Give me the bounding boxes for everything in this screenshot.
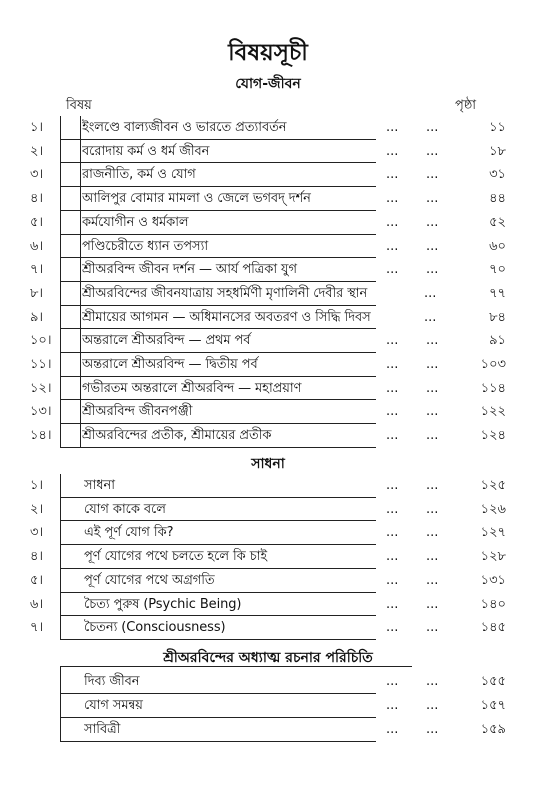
leader-dot: ...: [386, 214, 399, 230]
leader-dot: ...: [386, 549, 399, 565]
row-separator-rule: [60, 423, 376, 424]
toc-row[interactable]: [30, 142, 506, 162]
leader-dot: ...: [426, 722, 439, 737]
toc-row[interactable]: [30, 500, 506, 520]
leader-dot: ...: [426, 214, 439, 230]
column-header-subject: বিষয়: [66, 98, 92, 113]
toc-page-number: ১২৫: [480, 478, 506, 493]
row-separator-rule: [60, 162, 376, 163]
toc-page-number: ৬০: [489, 238, 506, 254]
toc-row[interactable]: [30, 284, 506, 304]
leader-dot: ...: [426, 143, 439, 159]
toc-page-number: ৯১: [489, 333, 506, 349]
toc-row[interactable]: [30, 237, 506, 257]
row-separator-rule: [60, 568, 376, 569]
section-title: শ্রীঅরবিন্দের অধ্যাত্ম রচনার পরিচিতি: [163, 650, 373, 666]
row-separator-rule: [60, 305, 376, 306]
column-header-page: পৃষ্ঠা: [455, 98, 477, 113]
row-separator-rule: [60, 639, 376, 640]
toc-row[interactable]: [30, 165, 506, 185]
toc-page-number: ১১: [489, 120, 506, 135]
toc-page-number: ১৮: [489, 143, 506, 159]
toc-page-number: ৪৪: [489, 191, 506, 207]
toc-page-number: ১৫৫: [480, 674, 506, 689]
toc-page-number: ১২২: [480, 404, 506, 420]
leader-dot: ...: [386, 674, 399, 689]
toc-item-title: শ্রীমায়ের আগমন — অধিমানসের অবতরণ ও সিদ্ধি দিবস: [82, 309, 371, 325]
toc-item-number: ১১।: [30, 357, 52, 372]
leader-dot: ...: [426, 674, 439, 689]
toc-item-number: ৬।: [30, 596, 44, 612]
leader-dot: ...: [386, 238, 399, 254]
toc-item-title: কর্মযোগীন ও ধর্মকাল: [82, 214, 189, 230]
leader-dot: ...: [426, 428, 439, 444]
row-separator-rule: [60, 497, 376, 498]
toc-page-number: ৭০: [489, 262, 506, 278]
toc-item-number: ২।: [30, 501, 44, 517]
leader-dot: ...: [386, 262, 399, 278]
toc-row[interactable]: [30, 355, 506, 375]
leader-dot: ...: [386, 572, 399, 588]
leader-dot: ...: [426, 357, 439, 372]
toc-item-title: শ্রীঅরবিন্দের জীবনযাত্রায় সহধর্মিণী মৃণালিনী দেবীর স্থান: [82, 285, 368, 301]
leader-dot: ...: [426, 525, 439, 541]
toc-page-number: ৮৪: [489, 309, 506, 325]
toc-item-title: যোগ কাকে বলে: [84, 501, 166, 517]
toc-row[interactable]: [30, 696, 506, 716]
leader-dot: ...: [386, 722, 399, 737]
leader-dot: ...: [386, 120, 399, 135]
toc-page-number: ১৩১: [480, 572, 506, 588]
toc-item-title: সাবিত্রী: [84, 722, 121, 737]
toc-item-title: অন্তরালে শ্রীঅরবিন্দ — দ্বিতীয় পর্ব: [82, 357, 258, 372]
toc-page-number: ১১৪: [480, 380, 506, 396]
leader-dot: ...: [426, 191, 439, 207]
toc-row[interactable]: [30, 571, 506, 591]
toc-row[interactable]: [30, 476, 506, 496]
toc-item-title: শ্রীঅরবিন্দ জীবনপঞ্জী: [82, 404, 193, 420]
toc-item-title: রাজনীতি, কর্ম ও যোগ: [82, 167, 196, 183]
toc-item-title: পূর্ণ যোগের পথে চলতে হলে কি চাই: [84, 549, 268, 565]
toc-item-number: ৪।: [30, 191, 44, 207]
row-separator-rule: [60, 328, 376, 329]
toc-page-number: ১০৩: [480, 357, 506, 372]
toc-item-title: ইংলণ্ডে বাল্যজীবন ও ভারতে প্রত্যাবর্তন: [82, 120, 287, 135]
row-separator-rule: [60, 234, 376, 235]
toc-item-number: ১।: [30, 120, 44, 135]
leader-dot: ...: [386, 501, 399, 517]
leader-dot: ...: [386, 167, 399, 183]
row-separator-rule: [60, 186, 376, 187]
toc-page-number: ১৪০: [480, 596, 506, 612]
section-title: যোগ-জীবন: [235, 76, 301, 92]
leader-dot: ...: [426, 620, 439, 636]
row-separator-rule: [60, 544, 376, 545]
leader-dot: ...: [424, 285, 437, 301]
toc-row[interactable]: [30, 547, 506, 567]
row-separator-rule: [60, 281, 376, 282]
toc-page-number: ৩১: [489, 167, 506, 183]
leader-dot: ...: [426, 238, 439, 254]
leader-dot: ...: [386, 333, 399, 349]
toc-item-title: যোগ সমন্বয়: [84, 698, 143, 713]
leader-dot: ...: [426, 167, 439, 183]
toc-page-number: ১২৮: [480, 549, 506, 565]
leader-dot: ...: [386, 404, 399, 420]
leader-dot: ...: [426, 333, 439, 349]
toc-item-number: ৯।: [30, 309, 44, 325]
toc-item-number: ১৪।: [30, 428, 52, 444]
toc-item-number: ৩।: [30, 167, 44, 183]
row-separator-rule: [60, 376, 376, 377]
toc-item-title: আলিপুর বোমার মামলা ও জেলে ভগবদ্‌ দর্শন: [82, 191, 311, 207]
toc-item-title: দিব্য জীবন: [84, 674, 140, 689]
leader-dot: ...: [426, 698, 439, 713]
leader-dot: ...: [386, 380, 399, 396]
toc-item-number: ৫।: [30, 214, 44, 230]
toc-item-title: শ্রীঅরবিন্দের প্রতীক, শ্রীমায়ের প্রতীক: [82, 428, 272, 444]
leader-dot: ...: [426, 549, 439, 565]
toc-page-number: ১২৪: [480, 428, 506, 444]
toc-item-number: ৫।: [30, 572, 44, 588]
row-separator-rule: [60, 741, 376, 742]
toc-row[interactable]: [30, 260, 506, 280]
row-separator-rule: [60, 257, 376, 258]
leader-dot: ...: [426, 501, 439, 517]
leader-dot: ...: [386, 525, 399, 541]
leader-dot: ...: [426, 404, 439, 420]
row-separator-rule: [60, 717, 376, 718]
toc-row[interactable]: [30, 379, 506, 399]
row-separator-rule: [60, 693, 376, 694]
leader-dot: ...: [426, 478, 439, 493]
leader-dot: ...: [386, 596, 399, 612]
section-title: সাধনা: [251, 456, 285, 472]
toc-item-title: এই পূর্ণ যোগ কি?: [84, 525, 174, 541]
leader-dot: ...: [426, 572, 439, 588]
toc-page-number: ১২৬: [480, 501, 506, 517]
leader-dot: ...: [426, 262, 439, 278]
toc-item-title: পণ্ডিচেরীতে ধ্যান তপস্যা: [82, 238, 209, 254]
row-separator-rule: [60, 399, 376, 400]
toc-item-number: ৭।: [30, 620, 44, 636]
toc-item-title: সাধনা: [84, 478, 115, 493]
toc-row[interactable]: [30, 618, 506, 638]
toc-page-number: ১৫৭: [480, 698, 506, 713]
toc-row[interactable]: [30, 426, 506, 446]
toc-item-number: ৮।: [30, 285, 44, 301]
toc-row[interactable]: [30, 308, 506, 328]
toc-item-title: চৈত্য পুরুষ (Psychic Being): [84, 596, 242, 612]
leader-dot: ...: [386, 143, 399, 159]
toc-item-number: ১০।: [30, 333, 52, 349]
leader-dot: ...: [386, 698, 399, 713]
row-separator-rule: [60, 592, 376, 593]
toc-item-number: ১।: [30, 478, 44, 493]
page-title: বিষয়সূচী: [228, 40, 308, 66]
toc-row[interactable]: [30, 402, 506, 422]
leader-dot: ...: [426, 596, 439, 612]
toc-page-number: ৫২: [489, 214, 506, 230]
toc-page-number: ১৪৫: [480, 620, 506, 636]
toc-row[interactable]: [30, 189, 506, 209]
row-separator-rule: [60, 520, 376, 521]
toc-row[interactable]: [30, 720, 506, 740]
section-top-rule: [60, 666, 412, 667]
toc-item-title: অন্তরালে শ্রীঅরবিন্দ — প্রথম পর্ব: [82, 333, 251, 349]
toc-item-title: বরোদায় কর্ম ও ধর্ম জীবন: [82, 143, 210, 159]
toc-item-number: ২।: [30, 143, 44, 159]
toc-row[interactable]: [30, 213, 506, 233]
toc-item-number: ৭।: [30, 262, 44, 278]
toc-item-title: চৈতন্য (Consciousness): [84, 620, 226, 636]
toc-item-number: ১২।: [30, 380, 52, 396]
row-separator-rule: [60, 139, 376, 140]
leader-dot: ...: [424, 309, 437, 325]
toc-page-number: ৭৭: [489, 285, 506, 301]
toc-row[interactable]: [30, 331, 506, 351]
toc-page-number: ১৫৯: [480, 722, 506, 737]
toc-item-number: ৬।: [30, 238, 44, 254]
row-separator-rule: [60, 615, 376, 616]
row-separator-rule: [60, 210, 376, 211]
toc-row[interactable]: [30, 118, 506, 138]
toc-row[interactable]: [30, 672, 506, 692]
toc-page-number: ১২৭: [480, 525, 506, 541]
leader-dot: ...: [386, 620, 399, 636]
toc-row[interactable]: [30, 523, 506, 543]
toc-item-title: শ্রীঅরবিন্দ জীবন দর্শন — আর্য পত্রিকা যুগ: [82, 262, 297, 278]
toc-item-number: ৩।: [30, 525, 44, 541]
toc-item-title: পূর্ণ যোগের পথে অগ্রগতি: [84, 572, 215, 588]
leader-dot: ...: [386, 357, 399, 372]
row-separator-rule: [60, 352, 376, 353]
leader-dot: ...: [386, 428, 399, 444]
leader-dot: ...: [386, 478, 399, 493]
leader-dot: ...: [426, 120, 439, 135]
toc-item-number: ৪।: [30, 549, 44, 565]
leader-dot: ...: [386, 191, 399, 207]
toc-item-title: গভীরতম অন্তরালে শ্রীঅরবিন্দ — মহাপ্রয়াণ: [82, 380, 302, 396]
leader-dot: ...: [426, 380, 439, 396]
toc-item-number: ১৩।: [30, 404, 52, 420]
toc-row[interactable]: [30, 595, 506, 615]
row-separator-rule: [60, 447, 376, 448]
